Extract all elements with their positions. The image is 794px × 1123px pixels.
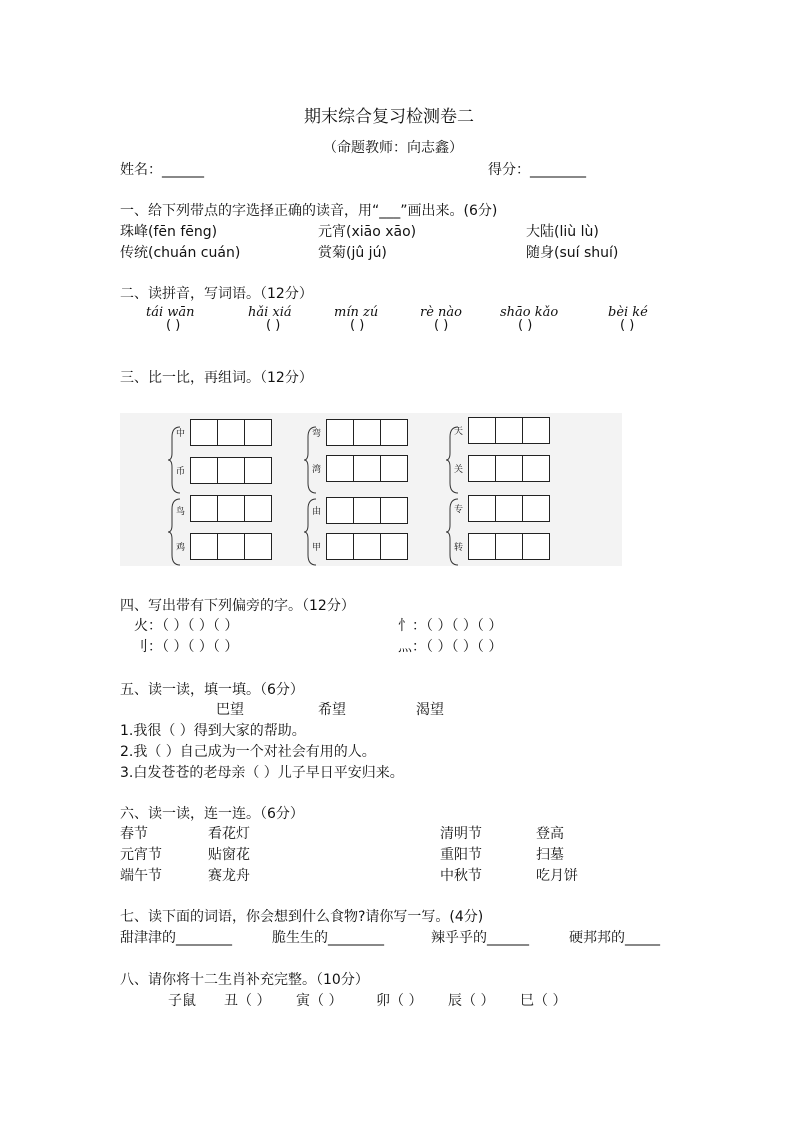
s8-item-4[interactable]: 卯（ ） [376,993,423,1009]
s3-char: 转 [454,543,464,553]
s1-item-1[interactable]: 珠峰(fēn fēng) [120,224,218,240]
s6-festival-left-2[interactable]: 元宵节 [120,847,162,863]
s2-answer-4[interactable]: ( ) [434,318,449,333]
s6-festival-left-3[interactable]: 端午节 [120,868,162,884]
s3-char: 币 [176,467,186,477]
s3-char: 天 [454,427,464,437]
s3-write-grid[interactable] [326,455,408,482]
s5-sentence-1[interactable]: 1.我很（ ）得到大家的帮助。 [120,723,306,739]
name-field[interactable]: 姓名：______ [120,162,204,178]
s5-word-2: 希望 [318,702,346,718]
s7-item-3[interactable]: 辣乎乎的______ [431,930,529,946]
s3-write-grid[interactable] [326,533,408,560]
s1-item-6[interactable]: 随身(suí shuí) [526,245,619,261]
s3-char: 鸟 [176,507,186,517]
s5-sentence-2[interactable]: 2.我（ ）自己成为一个对社会有用的人。 [120,744,376,760]
score-field[interactable]: 得分：________ [488,162,586,178]
s1-item-2[interactable]: 元宵(xiāo xāo) [318,224,417,240]
s1-heading: 一、给下列带点的字选择正确的读音，用“___”画出来。(6分) [120,203,498,219]
s3-char: 鸡 [176,543,186,553]
s3-char: 由 [312,507,322,517]
s6-custom-right-1[interactable]: 登高 [536,826,564,842]
s3-write-grid[interactable] [190,495,272,522]
s3-char: 湾 [312,465,322,475]
s3-write-grid[interactable] [326,419,408,446]
s2-answer-6[interactable]: ( ) [620,318,635,333]
s3-char: 中 [176,429,186,439]
s3-write-grid[interactable] [326,497,408,524]
s3-write-grid[interactable] [468,533,550,560]
s7-heading: 七、读下面的词语，你会想到什么食物?请你写一写。(4分) [120,909,484,925]
s4-row-heart[interactable]: 忄：（ ）（ ）（ ） [398,618,503,634]
s3-write-grid[interactable] [190,457,272,484]
s3-write-grid[interactable] [468,495,550,522]
s7-item-2[interactable]: 脆生生的________ [272,930,384,946]
s8-heading: 八、请你将十二生肖补充完整。（10分） [120,972,369,988]
s5-sentence-3[interactable]: 3.白发苍苍的老母亲（ ）儿子早日平安归来。 [120,765,404,781]
s3-write-grid[interactable] [190,533,272,560]
s8-item-1: 子鼠 [168,993,196,1009]
s3-group-a [168,415,298,565]
s2-answer-2[interactable]: ( ) [266,318,281,333]
s5-word-3: 渴望 [416,702,444,718]
s6-heading: 六、读一读，连一连。（6分） [120,806,304,822]
s6-festival-left-1[interactable]: 春节 [120,826,148,842]
s8-item-6[interactable]: 巳（ ） [520,993,567,1009]
s2-pinyin-2: hǎi xiá [248,305,292,320]
s3-char: 关 [454,465,464,475]
s3-char: 专 [454,505,464,515]
s5-word-1: 巴望 [216,702,244,718]
s4-row-fire[interactable]: 火：（ ）（ ）（ ） [134,618,239,634]
s3-char: 甲 [312,543,322,553]
s3-char: 弯 [312,429,322,439]
s5-heading: 五、读一读，填一填。（6分） [120,682,304,698]
s3-write-grid[interactable] [468,455,550,482]
s3-group-c [446,415,576,565]
s6-custom-left-1[interactable]: 看花灯 [208,826,250,842]
s3-write-grid[interactable] [190,419,272,446]
page-title: 期末综合复习检测卷二 [304,107,474,127]
s6-custom-left-3[interactable]: 赛龙舟 [208,868,250,884]
s3-heading: 三、比一比，再组词。（12分） [120,370,313,386]
s2-heading: 二、读拼音，写词语。（12分） [120,286,313,302]
s2-pinyin-4: rè nào [420,305,462,320]
s2-pinyin-1: tái wān [146,305,195,320]
s2-answer-5[interactable]: ( ) [518,318,533,333]
teacher-credit: （命题教师：向志鑫） [323,140,463,156]
s7-item-4[interactable]: 硬邦邦的_____ [569,930,660,946]
s3-compare-figure [120,413,622,566]
s6-festival-right-3[interactable]: 中秋节 [440,868,482,884]
s1-item-3[interactable]: 大陆(liù lù) [526,224,599,240]
s1-item-4[interactable]: 传统(chuán cuán) [120,245,241,261]
s6-custom-right-3[interactable]: 吃月饼 [536,868,578,884]
s3-group-b [304,415,434,565]
s6-festival-right-2[interactable]: 重阳节 [440,847,482,863]
s6-festival-right-1[interactable]: 清明节 [440,826,482,842]
s2-answer-1[interactable]: ( ) [166,318,181,333]
s7-item-1[interactable]: 甜津津的________ [120,930,232,946]
s2-answer-3[interactable]: ( ) [350,318,365,333]
s4-row-dots[interactable]: 灬：（ ）（ ）（ ） [398,639,503,655]
s8-item-3[interactable]: 寅（ ） [296,993,343,1009]
s2-pinyin-6: bèi ké [608,305,648,320]
s1-item-5[interactable]: 赏菊(jû jú) [318,245,387,261]
s4-heading: 四、写出带有下列偏旁的字。（12分） [120,598,355,614]
s6-custom-right-2[interactable]: 扫墓 [536,847,564,863]
s2-pinyin-5: shāo kǎo [500,305,559,320]
s8-item-2[interactable]: 丑（ ） [224,993,271,1009]
s8-item-5[interactable]: 辰（ ） [448,993,495,1009]
s2-pinyin-3: mín zú [334,305,379,320]
s3-write-grid[interactable] [468,417,550,444]
s4-row-knife[interactable]: 刂：（ ）（ ）（ ） [134,639,239,655]
s6-custom-left-2[interactable]: 贴窗花 [208,847,250,863]
